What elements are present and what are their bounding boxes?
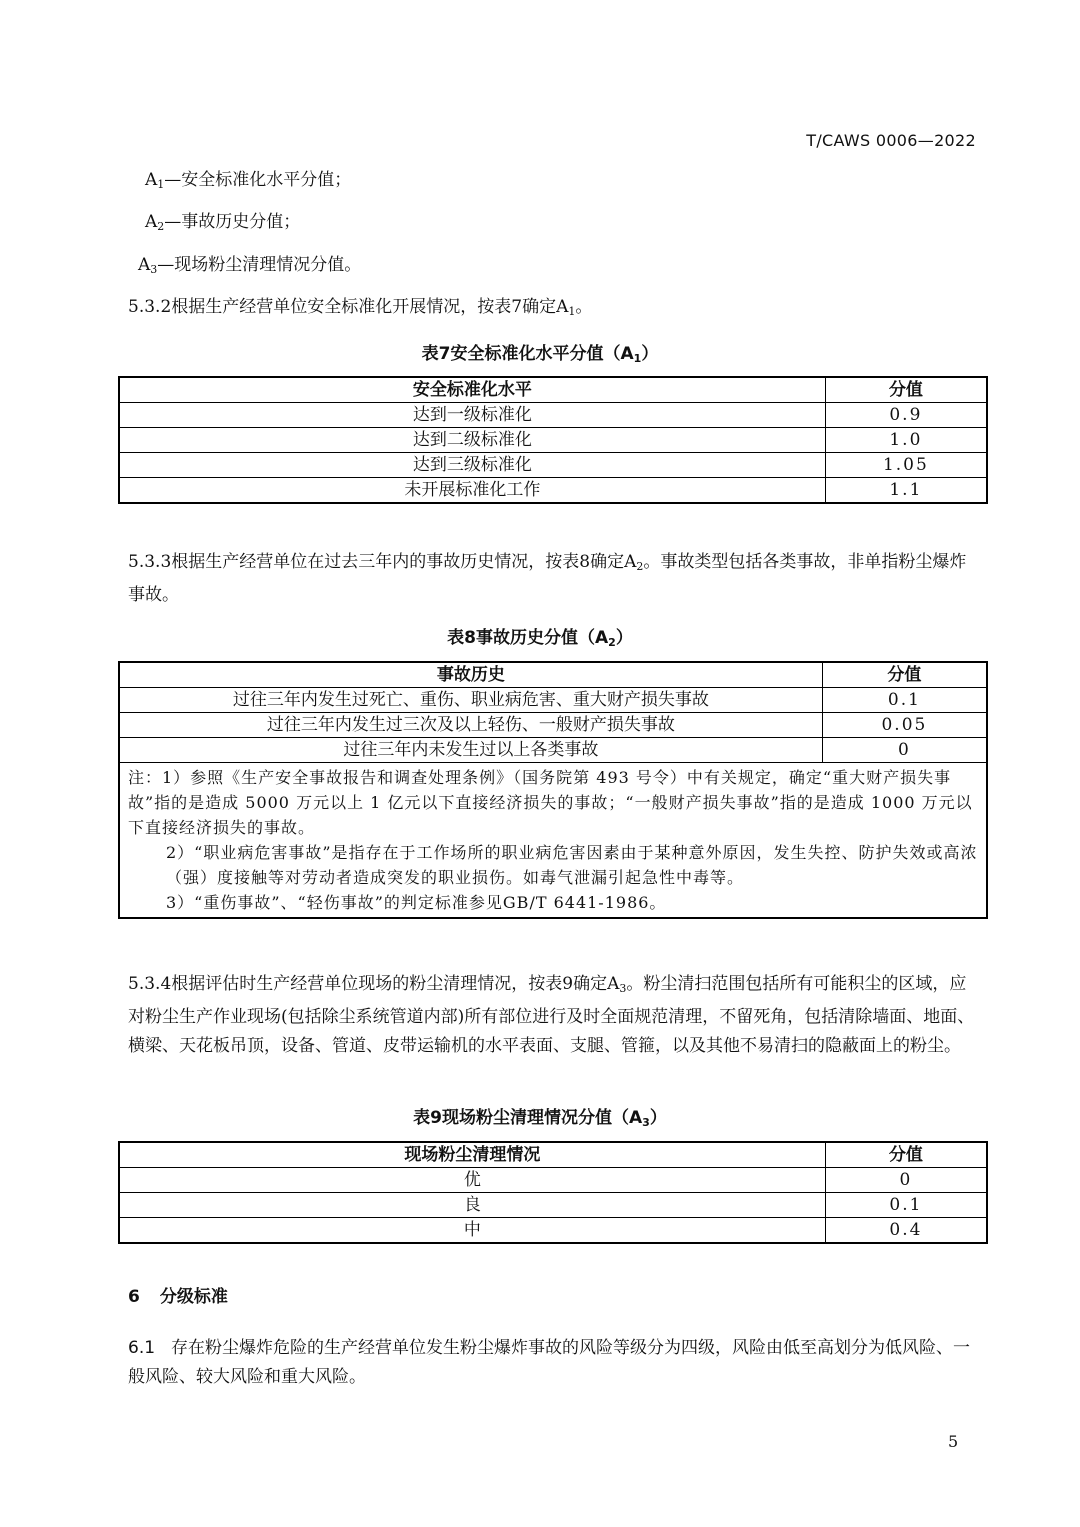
table-row	[119, 428, 987, 453]
table-cell: 良	[119, 1193, 825, 1218]
clause-text: 5.3.4根据评估时生产经营单位现场的粉尘清理情况，按表9确定A	[128, 974, 620, 994]
column-header: 分值	[822, 662, 987, 688]
table-row	[119, 478, 987, 504]
clause-text: 存在粉尘爆炸危险的生产经营单位发生粉尘爆炸事故的风险等级分为四级，风险由低至高划分为低风险、一般风险、较大风险和重大风险。	[128, 1338, 971, 1387]
definition-subscript: 2	[157, 220, 165, 233]
table-cell: 过往三年内发生过死亡、重伤、职业病危害、重大财产损失事故	[119, 688, 822, 713]
clause-6-1	[128, 1334, 980, 1392]
table-notes	[119, 763, 987, 919]
clause-5-3-4	[128, 970, 980, 1061]
caption-text: 表9现场粉尘清理情况分值（A	[413, 1108, 643, 1128]
table-cell: 过往三年内发生过三次及以上轻伤、一般财产损失事故	[119, 713, 822, 738]
table-row	[119, 453, 987, 478]
clause-subscript: 1	[568, 305, 576, 318]
table9-caption	[0, 1103, 1080, 1129]
section-6-heading	[128, 1282, 228, 1307]
definition-a2	[145, 212, 300, 237]
table7-caption	[0, 339, 1080, 365]
column-header: 安全标准化水平	[119, 377, 825, 403]
table-cell: 未开展标准化工作	[119, 478, 825, 504]
table-row	[119, 688, 987, 713]
table-cell: 0.1	[825, 1193, 987, 1218]
definition-subscript: 3	[150, 263, 158, 276]
table-row	[119, 713, 987, 738]
section-number: 6	[128, 1287, 140, 1307]
table-cell: 1.0	[825, 428, 987, 453]
table-notes-row	[119, 763, 987, 919]
table-cell: 1.1	[825, 478, 987, 504]
definition-a3	[138, 255, 361, 280]
clause-subscript: 3	[619, 982, 627, 995]
table-cell: 0	[822, 738, 987, 763]
definition-symbol: A	[145, 212, 158, 232]
table7	[118, 376, 988, 504]
clause-end: 。	[575, 297, 593, 317]
table-cell: 0.4	[825, 1218, 987, 1244]
table-cell: 达到一级标准化	[119, 403, 825, 428]
caption-end: ）	[641, 344, 659, 364]
caption-text: 表7安全标准化水平分值（A	[421, 344, 634, 364]
caption-end: ）	[615, 628, 633, 648]
table-cell: 达到三级标准化	[119, 453, 825, 478]
table-cell: 0.05	[822, 713, 987, 738]
definition-text: —事故历史分值；	[164, 212, 301, 232]
definition-symbol: A	[138, 255, 151, 275]
table-header-row	[119, 377, 987, 403]
note-1: 注：1）参照《生产安全事故报告和调查处理条例》（国务院第 493 号令）中有关规定，确定“重大财产损失事故”指的是造成 5000 万元以上 1 亿元以下直接经济损失的事故；“一般财产损失事故”指的是造成 1000 万元以下直接经济损失的事故。	[128, 768, 973, 837]
table-header-row	[119, 1142, 987, 1168]
note-2: 2）“职业病危害事故”是指存在于工作场所的职业病危害因素由于某种意外原因，发生失控、防护失效或高浓（强）度接触等对劳动者造成突发的职业损伤。如毒气泄漏引起急性中毒等。	[166, 843, 978, 887]
definition-a1	[145, 170, 351, 195]
table-row	[119, 1193, 987, 1218]
caption-subscript: 1	[633, 352, 642, 365]
caption-text: 表8事故历史分值（A	[447, 628, 609, 648]
definition-subscript: 1	[157, 178, 165, 191]
clause-text: 5.3.3根据生产经营单位在过去三年内的事故历史情况，按表8确定A	[128, 552, 637, 572]
table8-caption	[0, 623, 1080, 649]
table-header-row	[119, 662, 987, 688]
clause-number: 6.1	[128, 1338, 156, 1358]
table-cell: 优	[119, 1168, 825, 1193]
caption-end: ）	[649, 1108, 667, 1128]
section-title: 分级标准	[159, 1287, 228, 1307]
table-cell: 达到二级标准化	[119, 428, 825, 453]
table-cell: 0.1	[822, 688, 987, 713]
page-number: 5	[948, 1432, 959, 1451]
clause-end: 。事故类型包括各类事故，非单指粉尘爆炸事故。	[128, 552, 967, 605]
table-cell: 1.05	[825, 453, 987, 478]
table8	[118, 661, 988, 919]
clause-5-3-2	[128, 297, 592, 322]
definition-text: —安全标准化水平分值；	[164, 170, 352, 190]
table9	[118, 1141, 988, 1244]
table-cell: 过往三年内未发生过以上各类事故	[119, 738, 822, 763]
definition-text: —现场粉尘清理情况分值。	[157, 255, 362, 275]
clause-subscript: 2	[636, 560, 644, 573]
table-row	[119, 403, 987, 428]
note-3: 3）“重伤事故”、“轻伤事故”的判定标准参见GB/T 6441-1986。	[166, 893, 667, 912]
clause-end: 。粉尘清扫范围包括所有可能积尘的区域，应对粉尘生产作业现场(包括除尘系统管道内部)所有部位进行及时全面规范清理，不留死角，包括清除墙面、地面、横梁、天花板吊顶，设备、管道、皮带运输机的水平表面、支腿、管箍，以及其他不易清扫的隐蔽面上的粉尘。	[128, 974, 975, 1056]
clause-text: 5.3.2根据生产经营单位安全标准化开展情况，按表7确定A	[128, 297, 569, 317]
caption-subscript: 3	[642, 1116, 650, 1129]
caption-subscript: 2	[608, 636, 616, 649]
document-code: T/CAWS 0006—2022	[806, 131, 976, 150]
column-header: 现场粉尘清理情况	[119, 1142, 825, 1168]
column-header: 分值	[825, 1142, 987, 1168]
table-row	[119, 1168, 987, 1193]
table-cell: 0	[825, 1168, 987, 1193]
column-header: 事故历史	[119, 662, 822, 688]
definition-symbol: A	[145, 170, 158, 190]
table-cell: 0.9	[825, 403, 987, 428]
clause-5-3-3	[128, 548, 980, 610]
column-header: 分值	[825, 377, 987, 403]
table-row	[119, 1218, 987, 1244]
table-cell: 中	[119, 1218, 825, 1244]
table-row	[119, 738, 987, 763]
